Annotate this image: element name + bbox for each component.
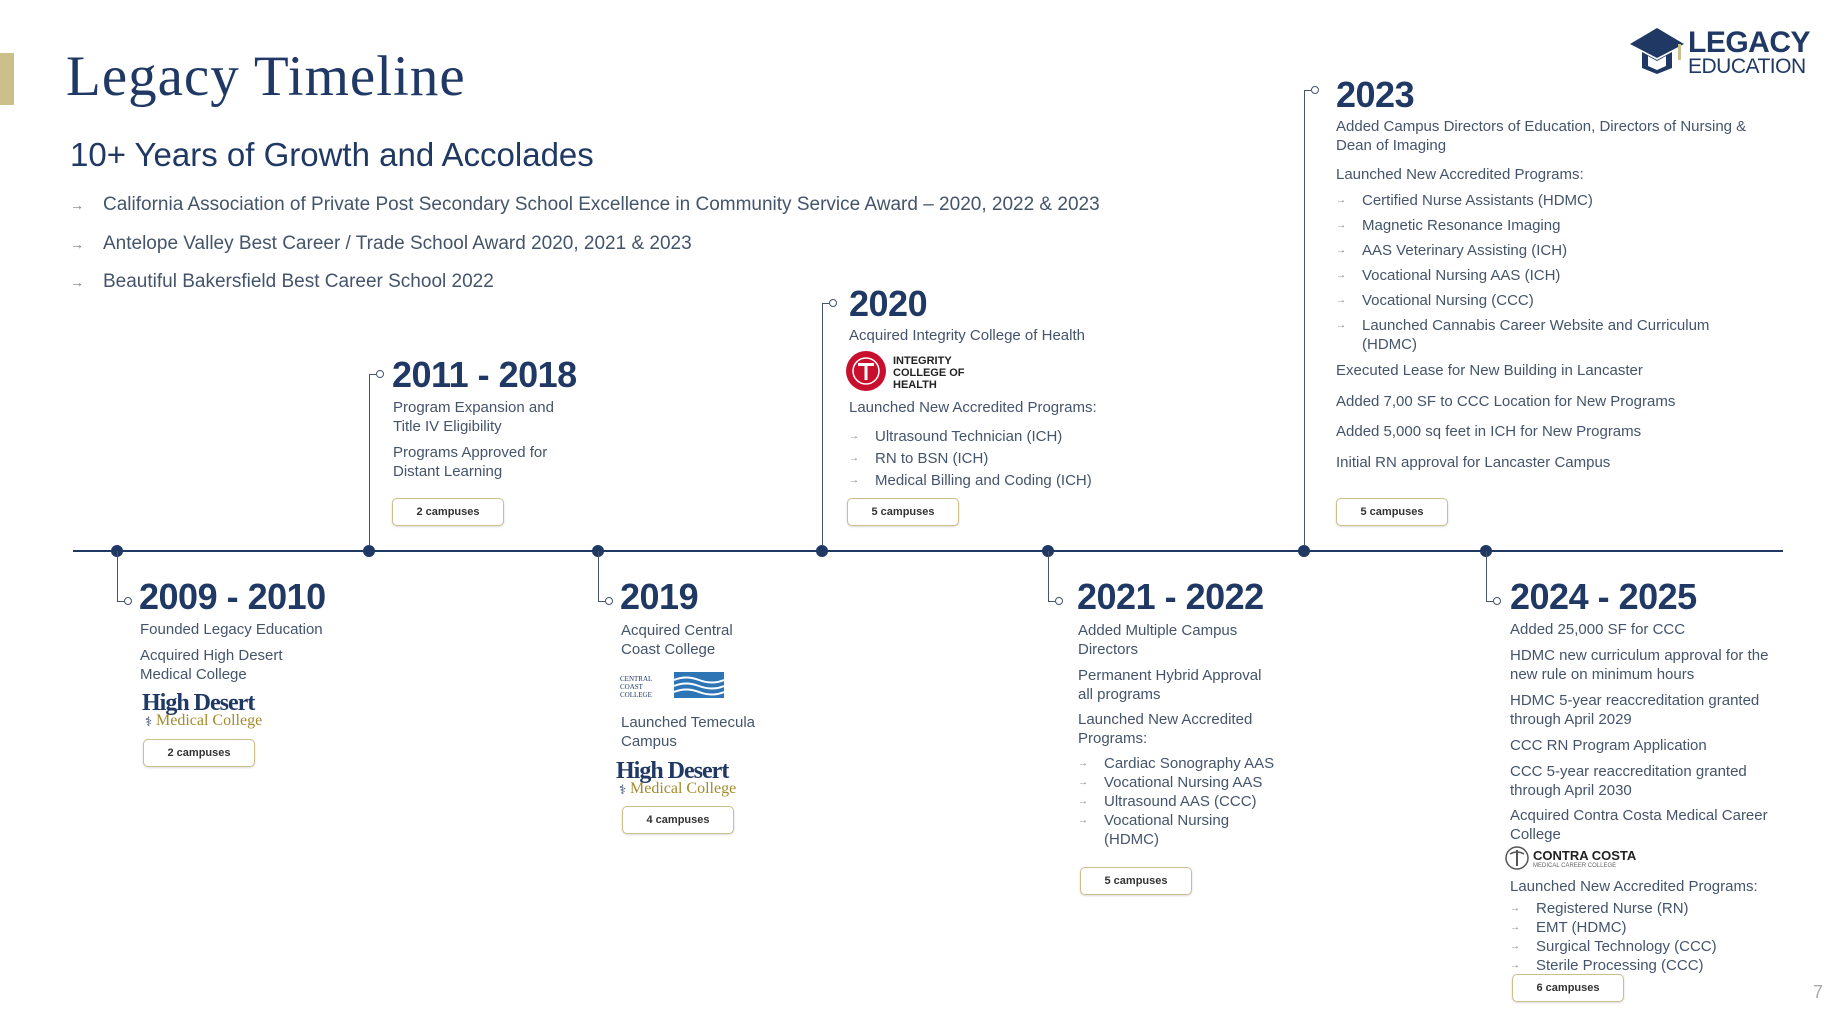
connector-end <box>605 597 613 605</box>
arrow-icon: → <box>70 197 84 213</box>
program-list <box>1336 191 1756 354</box>
connector-line <box>1304 90 1311 91</box>
milestone-year: 2011 - 2018 <box>392 354 577 395</box>
central-coast-college-logo: CENTRAL COAST COLLEGE <box>620 672 724 698</box>
contra-costa-logo: CONTRA COSTA MEDICAL CAREER COLLEGE <box>1505 845 1665 871</box>
campus-badge: 6 campuses <box>1512 974 1624 1002</box>
campus-badge: 5 campuses <box>1336 498 1448 526</box>
graduation-cap-icon <box>1628 26 1686 76</box>
award-item: → Antelope Valley Best Career / Trade School Award 2020, 2021 & 2023 <box>70 233 692 254</box>
milestone-year: 2024 - 2025 <box>1510 576 1697 617</box>
list-item: → Vocational Nursing AAS <box>1078 773 1298 792</box>
list-item: → Magnetic Resonance Imaging <box>1336 216 1756 235</box>
campus-badge: 5 campuses <box>847 498 959 526</box>
list-item: → Ultrasound Technician (ICH) <box>849 427 1149 446</box>
connector-end <box>1493 597 1501 605</box>
milestone-text: Founded Legacy Education <box>140 621 323 638</box>
list-item: → Cardiac Sonography AAS <box>1078 754 1298 773</box>
award-item: → Beautiful Bakersfield Best Career School 2022 <box>70 271 494 292</box>
integrity-seal-icon <box>846 351 886 391</box>
list-item: → Sterile Processing (CCC) <box>1510 956 1790 975</box>
connector-line <box>598 551 599 601</box>
legacy-education-logo: LEGACY EDUCATION <box>1628 26 1818 78</box>
page-subtitle: 10+ Years of Growth and Accolades <box>70 136 594 173</box>
milestone-text: Added Multiple Campus Directors <box>1078 622 1238 658</box>
list-item: → Ultrasound AAS (CCC) <box>1078 792 1298 811</box>
list-item: → EMT (HDMC) <box>1510 918 1790 937</box>
milestone-text: Acquired Central Coast College <box>621 622 733 658</box>
caduceus-icon: ⚕ <box>145 714 153 729</box>
list-item: → Vocational Nursing AAS (ICH) <box>1336 266 1756 285</box>
milestone-text: Program Expansion and Title IV Eligibility <box>393 399 554 435</box>
milestone-text: Executed Lease for New Building in Lancaster <box>1336 362 1643 379</box>
milestone-year: 2021 - 2022 <box>1077 576 1264 617</box>
milestone-text: Acquired Integrity College of Health <box>849 327 1085 344</box>
high-desert-logo: High Desert ⚕ Medical College <box>142 690 263 729</box>
connector-end <box>829 299 837 307</box>
connector-line <box>117 601 124 602</box>
award-item: → California Association of Private Post Secondary School Excellence in Community Service Award – 2020, 2022 & 2023 <box>70 194 1100 215</box>
milestone-text: Added 5,000 sq feet in ICH for New Programs <box>1336 423 1642 440</box>
connector-line <box>598 601 605 602</box>
milestone-year: 2023 <box>1336 74 1415 115</box>
list-item: → Launched Cannabis Career Website and Curriculum (HDMC) <box>1336 316 1722 354</box>
page-title: Legacy Timeline <box>66 45 466 108</box>
milestone-text: Acquired High Desert Medical College <box>140 647 283 683</box>
list-item: → Certified Nurse Assistants (HDMC) <box>1336 191 1756 210</box>
milestone-year: 2009 - 2010 <box>139 576 326 617</box>
arrow-icon: → <box>70 274 84 290</box>
milestone-text: Permanent Hybrid Approval all programs <box>1078 667 1262 703</box>
timeline-dot <box>1298 545 1310 557</box>
wave-icon <box>674 672 724 698</box>
connector-line <box>1048 551 1049 601</box>
connector-line <box>822 303 823 546</box>
milestone-text: Added 7,00 SF to CCC Location for New Programs <box>1336 393 1676 410</box>
milestone-year: 2019 <box>620 576 699 617</box>
caduceus-icon <box>1505 846 1529 870</box>
list-item: → Vocational Nursing (HDMC) <box>1078 811 1244 849</box>
milestone-text: Acquired Contra Costa Medical Career College <box>1510 807 1768 843</box>
connector-end <box>1311 86 1319 94</box>
integrity-college-logo: INTEGRITY COLLEGE OF HEALTH <box>846 351 966 393</box>
program-list <box>1510 899 1790 975</box>
page-number: 7 <box>1813 982 1824 1002</box>
campus-badge: 5 campuses <box>1080 867 1192 895</box>
milestone-year: 2020 <box>849 283 928 324</box>
connector-line <box>369 374 376 375</box>
accent-bar <box>0 53 14 105</box>
connector-line <box>1048 601 1055 602</box>
timeline-dot <box>363 545 375 557</box>
connector-end <box>376 370 384 378</box>
program-list <box>849 427 1149 490</box>
milestone-text: Added Campus Directors of Education, Directors of Nursing & Dean of Imaging <box>1336 118 1747 154</box>
campus-badge: 2 campuses <box>143 739 255 767</box>
list-item: → Registered Nurse (RN) <box>1510 899 1790 918</box>
programs-heading: Launched New Accredited Programs: <box>1078 711 1253 747</box>
timeline-dot <box>816 545 828 557</box>
list-item: → RN to BSN (ICH) <box>849 449 1149 468</box>
connector-end <box>1055 597 1063 605</box>
programs-heading: Launched New Accredited Programs: <box>1336 166 1584 183</box>
connector-line <box>117 551 118 601</box>
list-item: → Vocational Nursing (CCC) <box>1336 291 1756 310</box>
programs-heading: Launched New Accredited Programs: <box>1510 878 1758 895</box>
milestone-text: Launched Temecula Campus <box>621 714 755 750</box>
milestone-text: Initial RN approval for Lancaster Campus <box>1336 454 1611 471</box>
milestone-text: Added 25,000 SF for CCC <box>1510 621 1686 638</box>
milestone-text: Programs Approved for Distant Learning <box>393 444 548 480</box>
connector-line <box>1486 601 1493 602</box>
arrow-icon: → <box>70 236 84 252</box>
connector-line <box>1486 551 1487 601</box>
milestone-text: HDMC new curriculum approval for the new rule on minimum hours <box>1510 647 1769 683</box>
program-list <box>1078 754 1298 849</box>
timeline-axis <box>73 550 1783 552</box>
list-item: → AAS Veterinary Assisting (ICH) <box>1336 241 1756 260</box>
campus-badge: 4 campuses <box>622 806 734 834</box>
high-desert-logo: High Desert ⚕ Medical College <box>616 758 737 797</box>
campus-badge: 2 campuses <box>392 498 504 526</box>
connector-line <box>822 303 829 304</box>
caduceus-icon: ⚕ <box>619 782 627 797</box>
milestone-text: HDMC 5-year reaccreditation granted through April 2029 <box>1510 692 1760 728</box>
connector-end <box>124 597 132 605</box>
programs-heading: Launched New Accredited Programs: <box>849 399 1097 416</box>
list-item: → Medical Billing and Coding (ICH) <box>849 471 1149 490</box>
list-item: → Surgical Technology (CCC) <box>1510 937 1790 956</box>
connector-line <box>369 374 370 546</box>
milestone-text: CCC 5-year reaccreditation granted through April 2030 <box>1510 763 1747 799</box>
milestone-text: CCC RN Program Application <box>1510 737 1707 754</box>
connector-line <box>1304 90 1305 546</box>
